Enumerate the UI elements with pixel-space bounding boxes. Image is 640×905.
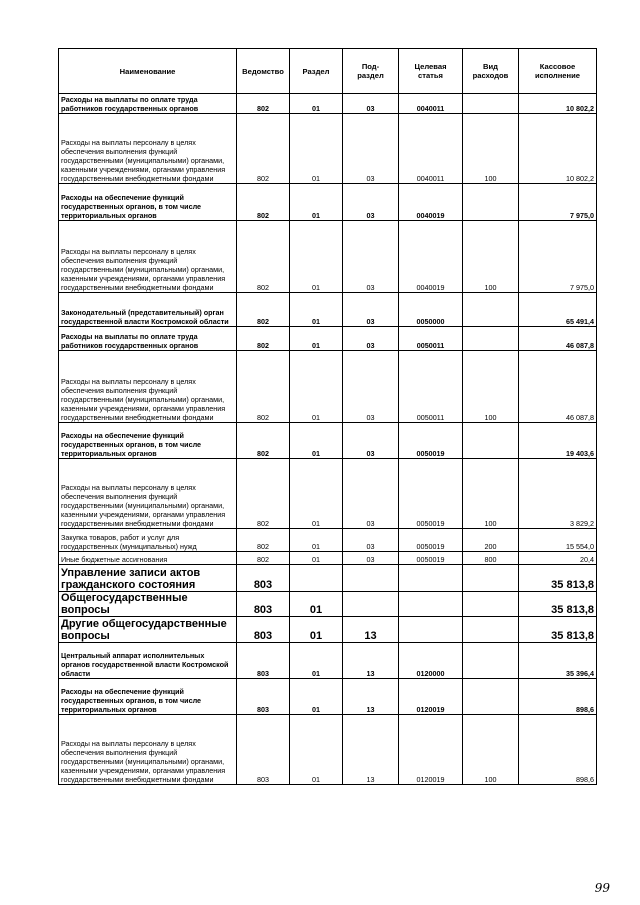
cell-razdel: 01 — [290, 643, 343, 679]
cell-podrazdel: 03 — [343, 94, 399, 114]
cell-podrazdel: 03 — [343, 552, 399, 565]
cell-vid-raskhodov — [463, 423, 519, 459]
cell-vid-raskhodov — [463, 184, 519, 221]
cell-name: Иные бюджетные ассигнования — [59, 552, 237, 565]
cell-name: Центральный аппарат исполнительных органов государственной власти Костромской области — [59, 643, 237, 679]
cell-podrazdel: 13 — [343, 715, 399, 785]
cell-celevaya-statya: 0040019 — [399, 184, 463, 221]
cell-kassovoe-ispolnenie: 46 087,8 — [519, 351, 597, 423]
cell-name: Расходы на выплаты персоналу в целях обеспечения выполнения функций государственными (муниципальными) органами, казенными учреждениями, органами управления государственными внебюджетными фондами — [59, 459, 237, 529]
cell-vedomstvo: 803 — [237, 715, 290, 785]
cell-razdel: 01 — [290, 617, 343, 643]
cell-vedomstvo: 802 — [237, 184, 290, 221]
cell-razdel: 01 — [290, 293, 343, 327]
cell-vid-raskhodov: 100 — [463, 715, 519, 785]
table-row — [59, 679, 597, 715]
cell-name: Расходы на обеспечение функций государственных органов, в том числе территориальных органов — [59, 679, 237, 715]
cell-vedomstvo: 802 — [237, 552, 290, 565]
cell-kassovoe-ispolnenie: 35 396,4 — [519, 643, 597, 679]
cell-razdel: 01 — [290, 592, 343, 617]
cell-kassovoe-ispolnenie: 35 813,8 — [519, 617, 597, 643]
table-body — [59, 94, 597, 785]
cell-celevaya-statya — [399, 592, 463, 617]
page-number: 99 — [594, 881, 610, 895]
cell-vedomstvo: 802 — [237, 351, 290, 423]
cell-vedomstvo: 803 — [237, 565, 290, 592]
cell-kassovoe-ispolnenie: 898,6 — [519, 715, 597, 785]
cell-razdel: 01 — [290, 351, 343, 423]
table-row — [59, 184, 597, 221]
cell-podrazdel: 13 — [343, 617, 399, 643]
cell-vedomstvo: 802 — [237, 293, 290, 327]
cell-razdel: 01 — [290, 552, 343, 565]
cell-vid-raskhodov — [463, 327, 519, 351]
cell-razdel: 01 — [290, 715, 343, 785]
cell-razdel: 01 — [290, 529, 343, 552]
cell-vid-raskhodov: 100 — [463, 114, 519, 184]
cell-kassovoe-ispolnenie: 3 829,2 — [519, 459, 597, 529]
budget-table — [58, 48, 597, 785]
cell-podrazdel: 03 — [343, 327, 399, 351]
cell-vid-raskhodov — [463, 592, 519, 617]
cell-celevaya-statya: 0120019 — [399, 679, 463, 715]
cell-name: Закупка товаров, работ и услуг для государственных (муниципальных) нужд — [59, 529, 237, 552]
cell-kassovoe-ispolnenie: 7 975,0 — [519, 184, 597, 221]
cell-vid-raskhodov — [463, 679, 519, 715]
cell-vedomstvo: 803 — [237, 679, 290, 715]
cell-podrazdel: 03 — [343, 459, 399, 529]
cell-celevaya-statya: 0050011 — [399, 327, 463, 351]
table-row — [59, 643, 597, 679]
cell-vid-raskhodov — [463, 293, 519, 327]
cell-celevaya-statya: 0040011 — [399, 94, 463, 114]
cell-podrazdel: 03 — [343, 221, 399, 293]
table-row — [59, 715, 597, 785]
cell-razdel: 01 — [290, 184, 343, 221]
cell-razdel: 01 — [290, 679, 343, 715]
table-row — [59, 94, 597, 114]
cell-name: Расходы на выплаты персоналу в целях обеспечения выполнения функций государственными (муниципальными) органами, казенными учреждениями, органами управления государственными внебюджетными фондами — [59, 114, 237, 184]
cell-vid-raskhodov: 100 — [463, 221, 519, 293]
cell-kassovoe-ispolnenie: 20,4 — [519, 552, 597, 565]
cell-kassovoe-ispolnenie: 898,6 — [519, 679, 597, 715]
cell-celevaya-statya: 0040019 — [399, 221, 463, 293]
cell-kassovoe-ispolnenie: 35 813,8 — [519, 565, 597, 592]
cell-vedomstvo: 803 — [237, 617, 290, 643]
cell-vedomstvo: 802 — [237, 459, 290, 529]
cell-vid-raskhodov: 100 — [463, 459, 519, 529]
cell-podrazdel: 03 — [343, 529, 399, 552]
cell-razdel — [290, 565, 343, 592]
cell-celevaya-statya: 0050000 — [399, 293, 463, 327]
table-row — [59, 221, 597, 293]
cell-celevaya-statya — [399, 617, 463, 643]
table-row — [59, 351, 597, 423]
cell-vedomstvo: 802 — [237, 529, 290, 552]
cell-celevaya-statya: 0050019 — [399, 529, 463, 552]
cell-razdel: 01 — [290, 94, 343, 114]
cell-celevaya-statya — [399, 565, 463, 592]
table-row — [59, 592, 597, 617]
header-name: Наименование — [59, 49, 237, 94]
cell-vid-raskhodov — [463, 94, 519, 114]
cell-razdel: 01 — [290, 327, 343, 351]
cell-vid-raskhodov — [463, 617, 519, 643]
cell-celevaya-statya: 0050019 — [399, 423, 463, 459]
header-razdel: Раздел — [290, 49, 343, 94]
cell-podrazdel — [343, 565, 399, 592]
cell-kassovoe-ispolnenie: 46 087,8 — [519, 327, 597, 351]
cell-kassovoe-ispolnenie: 19 403,6 — [519, 423, 597, 459]
cell-celevaya-statya: 0120000 — [399, 643, 463, 679]
cell-podrazdel — [343, 592, 399, 617]
table-header-row — [59, 49, 597, 94]
cell-vedomstvo: 803 — [237, 592, 290, 617]
cell-razdel: 01 — [290, 114, 343, 184]
cell-podrazdel: 13 — [343, 643, 399, 679]
header-vedomstvo: Ведомство — [237, 49, 290, 94]
cell-name: Расходы на выплаты персоналу в целях обеспечения выполнения функций государственными (муниципальными) органами, казенными учреждениями, органами управления государственными внебюджетными фондами — [59, 221, 237, 293]
cell-razdel: 01 — [290, 423, 343, 459]
cell-celevaya-statya: 0050011 — [399, 351, 463, 423]
cell-vedomstvo: 802 — [237, 423, 290, 459]
cell-kassovoe-ispolnenie: 10 802,2 — [519, 94, 597, 114]
cell-vid-raskhodov — [463, 565, 519, 592]
table-row — [59, 327, 597, 351]
table-row — [59, 293, 597, 327]
cell-name: Расходы на выплаты персоналу в целях обеспечения выполнения функций государственными (муниципальными) органами, казенными учреждениями, органами управления государственными внебюджетными фондами — [59, 715, 237, 785]
cell-name: Общегосударственные вопросы — [59, 592, 237, 617]
cell-razdel: 01 — [290, 459, 343, 529]
cell-vid-raskhodov: 100 — [463, 351, 519, 423]
table-row — [59, 552, 597, 565]
cell-podrazdel: 03 — [343, 184, 399, 221]
cell-podrazdel: 03 — [343, 114, 399, 184]
header-podrazdel: Под- раздел — [343, 49, 399, 94]
table-row — [59, 114, 597, 184]
table-row — [59, 565, 597, 592]
table-row — [59, 529, 597, 552]
cell-podrazdel: 03 — [343, 293, 399, 327]
cell-vedomstvo: 802 — [237, 94, 290, 114]
cell-razdel: 01 — [290, 221, 343, 293]
header-celevaya-statya: Целевая статья — [399, 49, 463, 94]
cell-vedomstvo: 802 — [237, 327, 290, 351]
cell-vid-raskhodov — [463, 643, 519, 679]
cell-vid-raskhodov: 200 — [463, 529, 519, 552]
cell-vid-raskhodov: 800 — [463, 552, 519, 565]
cell-celevaya-statya: 0120019 — [399, 715, 463, 785]
cell-celevaya-statya: 0050019 — [399, 459, 463, 529]
cell-kassovoe-ispolnenie: 15 554,0 — [519, 529, 597, 552]
cell-podrazdel: 13 — [343, 679, 399, 715]
cell-name: Управление записи актов гражданского состояния — [59, 565, 237, 592]
cell-kassovoe-ispolnenie: 10 802,2 — [519, 114, 597, 184]
cell-kassovoe-ispolnenie: 65 491,4 — [519, 293, 597, 327]
table-row — [59, 459, 597, 529]
cell-name: Расходы на обеспечение функций государственных органов, в том числе территориальных органов — [59, 184, 237, 221]
cell-podrazdel: 03 — [343, 351, 399, 423]
cell-name: Законодательный (представительный) орган государственной власти Костромской области — [59, 293, 237, 327]
header-kassovoe-ispolnenie: Кассовое исполнение — [519, 49, 597, 94]
cell-kassovoe-ispolnenie: 7 975,0 — [519, 221, 597, 293]
cell-name: Расходы на выплаты по оплате труда работников государственных органов — [59, 327, 237, 351]
cell-vedomstvo: 803 — [237, 643, 290, 679]
cell-kassovoe-ispolnenie: 35 813,8 — [519, 592, 597, 617]
cell-name: Расходы на обеспечение функций государственных органов, в том числе территориальных органов — [59, 423, 237, 459]
cell-name: Расходы на выплаты по оплате труда работников государственных органов — [59, 94, 237, 114]
cell-vedomstvo: 802 — [237, 221, 290, 293]
cell-celevaya-statya: 0050019 — [399, 552, 463, 565]
cell-name: Другие общегосударственные вопросы — [59, 617, 237, 643]
header-vid-raskhodov: Вид расходов — [463, 49, 519, 94]
cell-podrazdel: 03 — [343, 423, 399, 459]
table-row — [59, 423, 597, 459]
cell-celevaya-statya: 0040011 — [399, 114, 463, 184]
cell-vedomstvo: 802 — [237, 114, 290, 184]
table-row — [59, 617, 597, 643]
cell-name: Расходы на выплаты персоналу в целях обеспечения выполнения функций государственными (муниципальными) органами, казенными учреждениями, органами управления государственными внебюджетными фондами — [59, 351, 237, 423]
